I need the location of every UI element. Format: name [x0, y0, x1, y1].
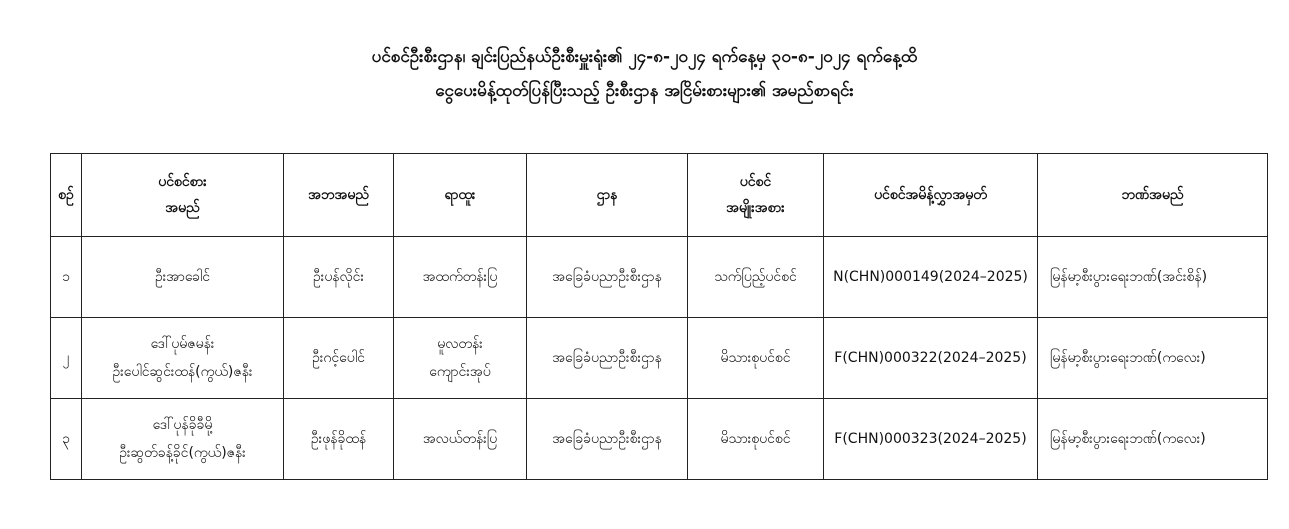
table-header-row	[51, 154, 1268, 237]
cell-bank: မြန်မာ့စီးပွားရေးဘဏ်(ကလေး)	[1038, 399, 1268, 480]
cell-father: ဦးဂင့်ပေါင်	[284, 318, 394, 399]
cell-position-line-1: အထက်တန်းပြ	[422, 269, 498, 285]
cell-name-line-2: ဦးပေါင်ဆွင်းထန်(ကွယ်)ဇနီး	[112, 364, 253, 380]
cell-name	[82, 318, 284, 399]
table-row	[51, 318, 1268, 399]
pensioner-table	[50, 153, 1268, 480]
header-order-no: ပင်စင်အမိန့်လွှာအမှတ်	[824, 154, 1038, 237]
title-line-2: ငွေပေးမိန့်ထုတ်ပြန်ပြီးသည့် ဦးစီးဌာန အငြိမ်းစားများ၏ အမည်စာရင်း	[435, 81, 854, 101]
cell-order-no: N(CHN)000149(2024–2025)	[824, 237, 1038, 318]
cell-name-line-1: ဦးအာခေါင်	[154, 269, 211, 285]
cell-order-no: F(CHN)000322(2024–2025)	[824, 318, 1038, 399]
cell-position-line-1: မူလတန်း	[437, 336, 483, 352]
cell-type: မိသားစုပင်စင်	[688, 399, 824, 480]
document-header	[0, 40, 1289, 108]
cell-no: ၂	[51, 318, 82, 399]
cell-department: အခြေခံပညာဦးစီးဌာန	[527, 318, 688, 399]
header-bank: ဘဏ်အမည်	[1038, 154, 1268, 237]
cell-position	[394, 237, 527, 318]
cell-no: ၃	[51, 399, 82, 480]
cell-order-no: F(CHN)000323(2024–2025)	[824, 399, 1038, 480]
header-name-line-1: ပင်စင်စား	[158, 174, 207, 190]
header-type-line-2: အမျိုးအစား	[726, 200, 785, 216]
cell-no: ၁	[51, 237, 82, 318]
cell-position-line-1: အလယ်တန်းပြ	[422, 431, 498, 447]
cell-bank: မြန်မာ့စီးပွားရေးဘဏ်(အင်းစိန်)	[1038, 237, 1268, 318]
header-type	[688, 154, 824, 237]
title-line-1: ပင်စင်ဦးစီးဌာန၊ ချင်းပြည်နယ်ဦးစီးမှူးရုံး၏ ၂၄-၈-၂၀၂၄ ရက်နေ့မှ ၃၀-၈-၂၀၂၄ ရက်နေ့ထိ	[371, 47, 918, 67]
table-row	[51, 237, 1268, 318]
cell-type: သက်ပြည့်ပင်စင်	[688, 237, 824, 318]
cell-bank: မြန်မာ့စီးပွားရေးဘဏ်(ကလေး)	[1038, 318, 1268, 399]
header-department: ဌာန	[527, 154, 688, 237]
header-type-line-1: ပင်စင်	[739, 174, 772, 190]
table-row	[51, 399, 1268, 480]
cell-position-line-2: ကျောင်းအုပ်	[429, 364, 491, 380]
cell-father: ဦးဖုန်ခိုထန်	[284, 399, 394, 480]
cell-name-line-1: ဒေါ်ပုမ်ဇမန်း	[150, 336, 215, 352]
cell-position	[394, 318, 527, 399]
header-father: အဘအမည်	[284, 154, 394, 237]
cell-name-line-1: ဒေါ်ပုန်ခိုခီမို့	[152, 417, 213, 433]
header-position: ရာထူး	[394, 154, 527, 237]
cell-name-line-2: ဦးဆွတ်ခန့်ခိုင်(ကွယ်)ဇနီး	[119, 445, 246, 461]
cell-type: မိသားစုပင်စင်	[688, 318, 824, 399]
cell-name	[82, 237, 284, 318]
cell-father: ဦးပန်လိုင်း	[284, 237, 394, 318]
header-name	[82, 154, 284, 237]
cell-name	[82, 399, 284, 480]
cell-position	[394, 399, 527, 480]
cell-department: အခြေခံပညာဦးစီးဌာန	[527, 237, 688, 318]
header-name-line-2: အမည်	[165, 200, 200, 216]
header-no: စဉ်	[51, 154, 82, 237]
cell-department: အခြေခံပညာဦးစီးဌာန	[527, 399, 688, 480]
